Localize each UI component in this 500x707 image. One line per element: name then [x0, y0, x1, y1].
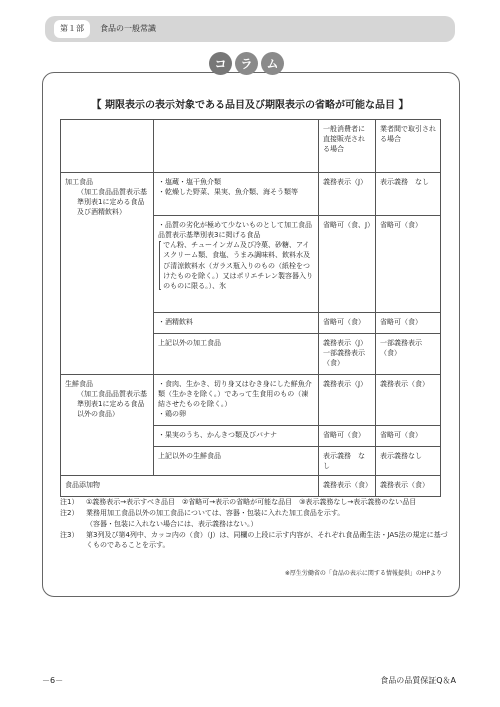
column-badge-mu: ム: [261, 52, 284, 75]
business-cell: 省略可（食）: [376, 216, 441, 313]
note-row: [60, 530, 450, 552]
note-label: 注1）: [60, 498, 79, 506]
part-label: 第１部: [54, 20, 90, 38]
item-line: ・乾燥した野菜、果実、魚介類、海そう類等: [158, 188, 298, 197]
item-cell: ・果実のうち、かんきつ類及びバナナ: [154, 426, 319, 447]
item-cell: ・酒精飲料: [154, 313, 319, 334]
table-header-row: [61, 120, 441, 173]
category-processed: [61, 173, 154, 375]
item-line: ・鶏の卵: [158, 410, 186, 419]
business-cell: 省略可（食）: [376, 313, 441, 334]
category-note: （加工食品品質表示基準別表1に定める食品及び酒精飲料）: [77, 188, 147, 217]
source-note: ※厚生労働省の「食品の表示に関する情報提供」のHPより: [284, 570, 442, 577]
item-cell: 上記以外の生鮮食品: [154, 447, 319, 476]
consumer-cell: 表示義務 なし: [319, 447, 376, 476]
business-cell: 義務表示（食）: [376, 476, 441, 497]
business-cell: 表示義務 なし: [376, 173, 441, 216]
note-text: 業務用加工食品以外の加工食品については、容器・包装に入れた加工食品を示す。: [86, 508, 345, 517]
consumer-cell: 省略可（食）: [319, 313, 376, 334]
category-name: 生鮮食品: [65, 380, 93, 388]
header-empty-cell: [61, 120, 154, 173]
business-cell: 義務表示（食）: [376, 375, 441, 426]
page-number: －6－: [42, 676, 64, 685]
column-badges: [209, 52, 284, 75]
bracket-text: でん粉、チューインガム及び冷菓、砂糖、アイスクリーム類、食塩、うまみ調味料、飲料水及び清涼飲料水（ガラス瓶入りのもの（紙栓をつけたものを除く。）又はポリエチレン製容器入りのものに限る。）、氷: [163, 241, 314, 290]
column-badge-ko: コ: [209, 52, 232, 75]
business-cell: 表示義務なし: [376, 447, 441, 476]
column-badge-ra: ラ: [235, 52, 258, 75]
table-row: [61, 375, 441, 426]
header-empty-cell: [154, 120, 319, 173]
table-row: [61, 173, 441, 216]
bracket-group: [158, 240, 314, 291]
item-cell: 上記以外の加工食品: [154, 334, 319, 375]
consumer-cell: 義務表示（J）: [319, 173, 376, 216]
item-line: ・塩蔵・塩干魚介類: [158, 178, 221, 186]
consumer-cell: 義務表示（食）: [319, 476, 376, 497]
category-name: 加工食品: [65, 178, 93, 186]
header-business: 業者間で取引される場合: [376, 120, 441, 173]
consumer-cell: 義務表示（J）: [319, 375, 376, 426]
note-label: [60, 519, 86, 530]
book-title: 食品の品質保証Q＆A: [380, 676, 456, 685]
chapter-title: 食品の一般常識: [100, 24, 156, 33]
table-row: [61, 476, 441, 497]
business-cell: 一部義務表示（食）: [376, 334, 441, 375]
item-cell: [154, 216, 319, 313]
item-cell: [154, 375, 319, 426]
consumer-cell: 義務表示（J）一部義務表示（食）: [319, 334, 376, 375]
category-additive: 食品添加物: [61, 476, 319, 497]
item-cell: [154, 173, 319, 216]
note-label: 注3）: [60, 530, 79, 539]
note-row: [60, 508, 450, 519]
note-text: 第3列及び第4列中、カッコ内の（食）（J）は、同欄の上段に示す内容が、それぞれ食品衛生法・JAS法の規定に基づくものであることを示す。: [86, 530, 448, 550]
category-note: （加工食品品質表示基準別表1に定める食品以外の食品）: [77, 390, 147, 419]
consumer-cell: 省略可（食、J）: [319, 216, 376, 313]
category-fresh: [61, 375, 154, 476]
note-text: ①義務表示→表示すべき品目 ②省略可→表示の省略が可能な品目 ③表示義務なし→表示義務のない品目: [86, 498, 417, 506]
item-line: ・品質の劣化が極めて少ないものとして加工食品品質表示基準別表3に掲げる食品: [158, 221, 312, 240]
item-line: ・食肉、生かき、切り身又はむき身にした鮮魚介類（生かきを除く。）であって生食用のもの（凍結させたものを除く。）: [158, 380, 312, 409]
note-row: [60, 519, 450, 530]
bracket-mark: [159, 241, 161, 290]
header-consumer: 一般消費者に直接販売される場合: [319, 120, 376, 173]
business-cell: 省略可（食）: [376, 426, 441, 447]
note-row: [60, 497, 450, 508]
labeling-table: [60, 119, 441, 497]
note-text: （容器・包装に入れない場合には、表示義務はない。）: [86, 519, 258, 528]
table-title: 【 期限表示の表示対象である品目及び期限表示の省略が可能な品目 】: [91, 100, 409, 111]
note-label: 注2）: [60, 508, 79, 517]
consumer-cell: 省略可（食）: [319, 426, 376, 447]
notes: [60, 497, 450, 551]
